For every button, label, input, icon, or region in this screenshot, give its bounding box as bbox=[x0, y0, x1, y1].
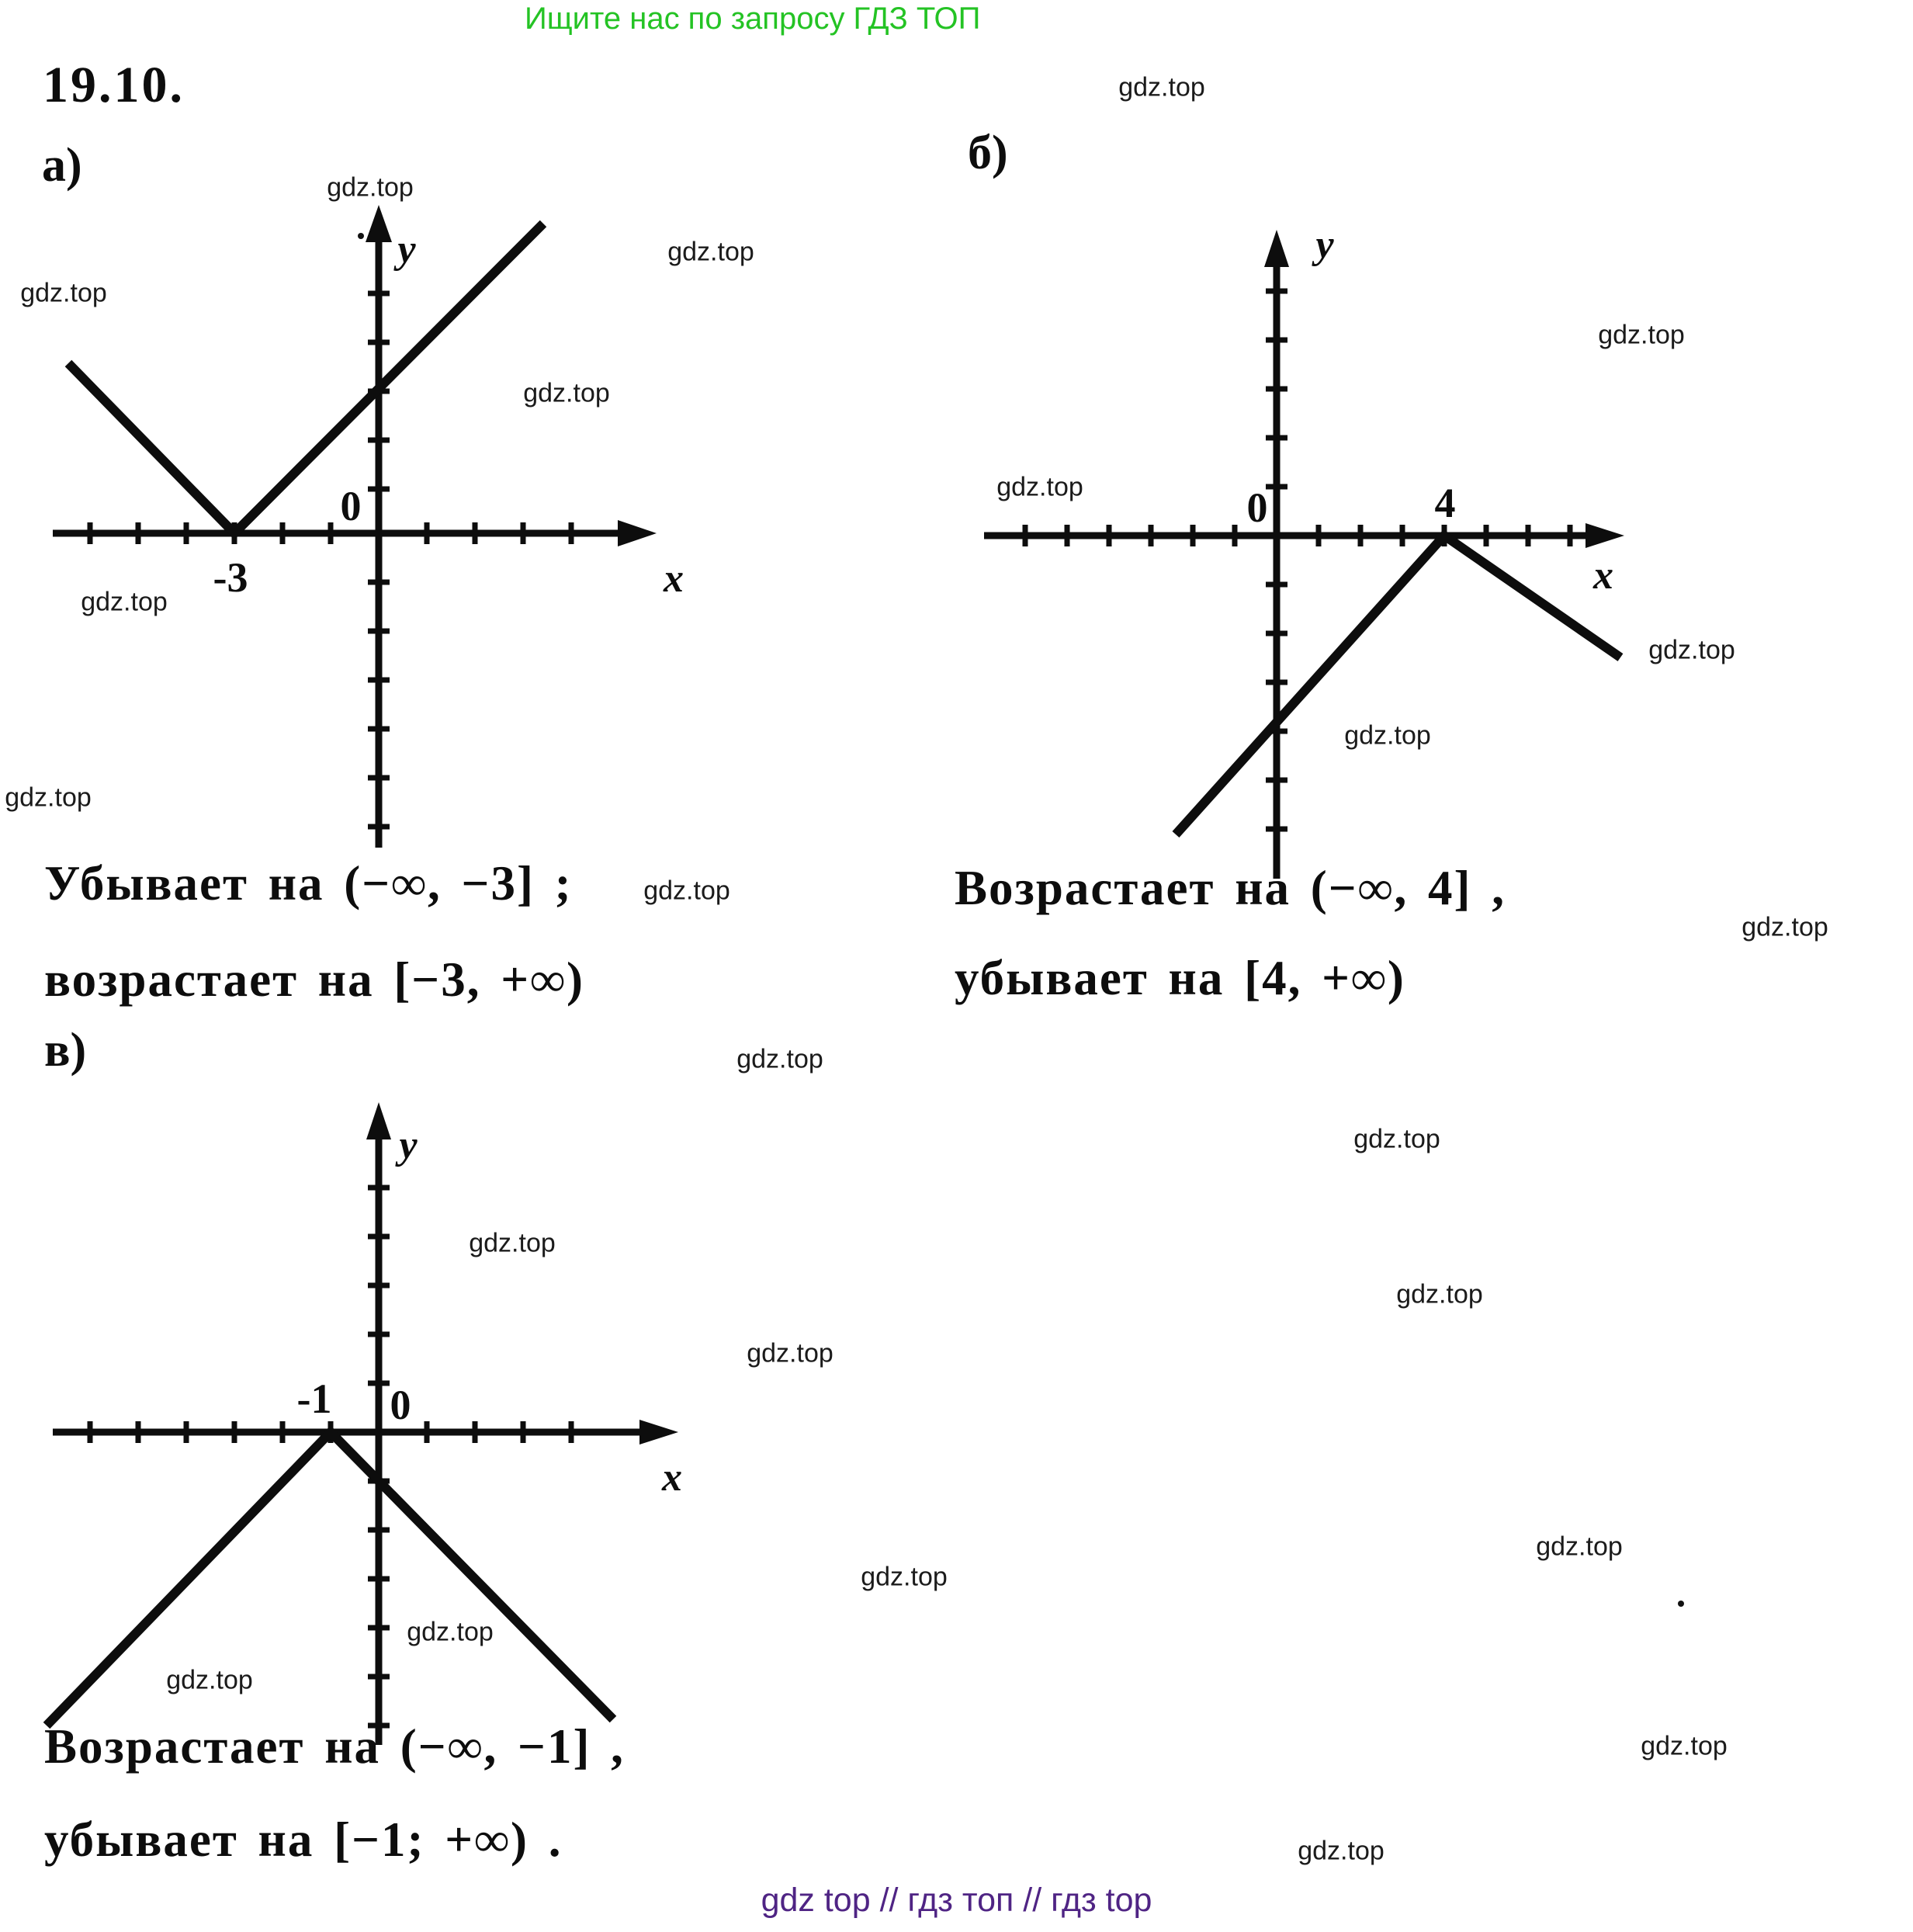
watermark: gdz.top bbox=[20, 278, 107, 308]
part-b-label: б) bbox=[968, 127, 1008, 179]
watermark: gdz.top bbox=[1353, 1124, 1440, 1154]
watermark: gdz.top bbox=[327, 172, 414, 203]
watermark: gdz.top bbox=[1344, 720, 1431, 751]
watermark: gdz.top bbox=[523, 378, 610, 408]
answer-v-line1: Возрастает на (−∞, −1] , bbox=[44, 1719, 625, 1774]
watermark: gdz.top bbox=[166, 1665, 253, 1695]
watermark: gdz.top bbox=[1118, 72, 1205, 102]
site-header-text: Ищите нас по запросу ГДЗ ТОП bbox=[525, 2, 981, 36]
watermark: gdz.top bbox=[1648, 635, 1735, 665]
graph-b-origin-label: 0 bbox=[1246, 484, 1268, 531]
graph-b-y-axis-label: y bbox=[1315, 223, 1334, 267]
part-a-label: а) bbox=[42, 139, 82, 192]
watermark: gdz.top bbox=[1598, 320, 1685, 350]
watermark: gdz.top bbox=[747, 1338, 833, 1368]
answer-b-line2: убывает на [4, +∞) bbox=[955, 951, 1405, 1005]
watermark: gdz.top bbox=[667, 237, 754, 267]
answer-a-line1: Убывает на (−∞, −3] ; bbox=[44, 856, 573, 911]
graph-a-vertex-label: -3 bbox=[213, 554, 248, 601]
watermark: gdz.top bbox=[736, 1044, 823, 1074]
graph-v-origin-label: 0 bbox=[390, 1382, 411, 1428]
graph-a-origin-label: 0 bbox=[340, 483, 362, 529]
watermark: gdz.top bbox=[1396, 1279, 1483, 1309]
graph-v-x-axis-label: x bbox=[662, 1455, 682, 1500]
graph-a-y-axis-label: y bbox=[397, 227, 416, 272]
watermark: gdz.top bbox=[81, 587, 168, 617]
watermark: gdz.top bbox=[1536, 1531, 1623, 1562]
watermark: gdz.top bbox=[1641, 1731, 1728, 1761]
watermark: gdz.top bbox=[996, 472, 1083, 502]
graph-b-vertex-label: 4 bbox=[1434, 480, 1456, 526]
site-footer-text: gdz top // гдз топ // гдз top bbox=[761, 1882, 1152, 1919]
answer-b-line1: Возрастает на (−∞, 4] , bbox=[955, 861, 1506, 915]
watermark: gdz.top bbox=[643, 876, 730, 906]
answer-a-line2: возрастает на [−3, +∞) bbox=[44, 952, 585, 1007]
answer-v-line2: убывает на [−1; +∞) . bbox=[44, 1812, 563, 1867]
problem-number: 19.10. bbox=[43, 57, 185, 113]
graph-a-x-axis-label: x bbox=[664, 557, 684, 601]
graph-v-vertex-label: -1 bbox=[296, 1375, 332, 1422]
watermark: gdz.top bbox=[1741, 912, 1828, 942]
watermark: gdz.top bbox=[5, 782, 92, 813]
graph-v-y-axis-label: y bbox=[399, 1123, 418, 1167]
part-v-label: в) bbox=[44, 1024, 87, 1077]
watermark: gdz.top bbox=[469, 1228, 556, 1258]
watermark: gdz.top bbox=[407, 1617, 494, 1647]
watermark: gdz.top bbox=[861, 1562, 948, 1592]
graph-b-x-axis-label: x bbox=[1593, 553, 1613, 598]
watermark: gdz.top bbox=[1298, 1836, 1384, 1866]
